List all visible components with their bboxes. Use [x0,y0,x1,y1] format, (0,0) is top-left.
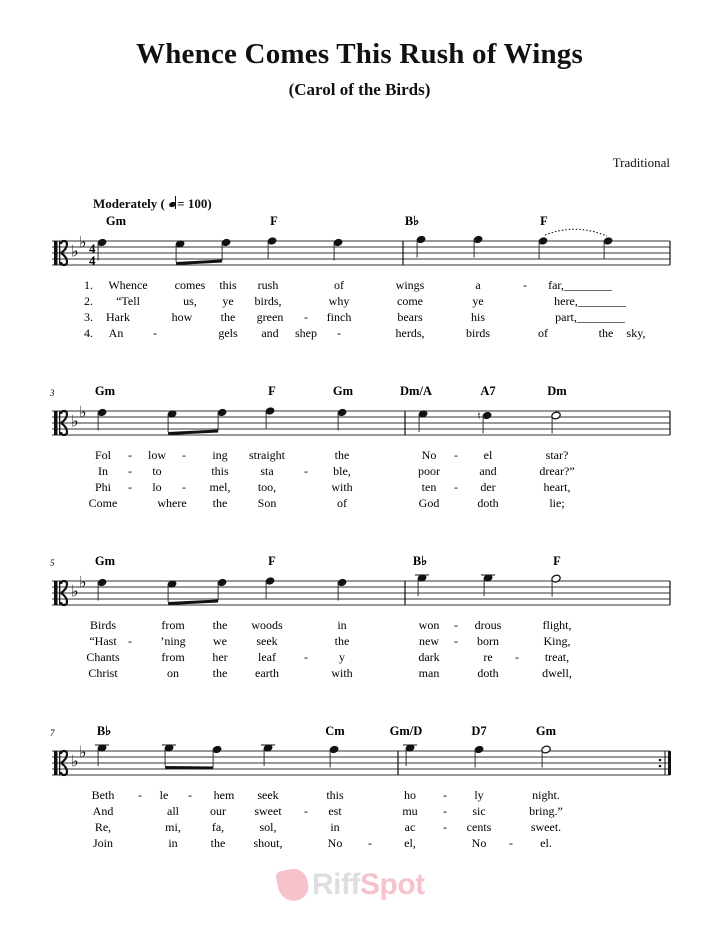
beam [168,430,218,436]
chord-symbol: Gm [94,554,116,568]
lyric-syllable: sta [260,464,274,478]
beam [168,600,218,606]
chord-symbol: Dm [547,384,567,398]
lyric-syllable: the [334,448,350,462]
lyric-syllable: mi, [165,820,181,834]
flat-icon: ♭ [79,572,87,592]
flat-icon: ♭ [71,751,79,771]
lyric-syllable: low [148,448,166,462]
chord-symbol: B♭ [412,554,428,568]
chord-symbol: D7 [471,724,487,738]
quarter-note-icon [333,238,343,260]
lyric-syllable: birds, [254,294,282,308]
lyric-syllable: the [212,618,228,632]
lyric-syllable: the [212,666,228,680]
lyric-hyphen: - [454,618,458,632]
lyric-syllable: of [337,496,347,510]
lyric-syllable: re [483,650,493,664]
flat-icon: ♭ [71,411,79,431]
lyric-syllable: hem [213,788,235,802]
lyric-syllable: this [211,464,229,478]
lyric-syllable: us, [183,294,197,308]
lyric-syllable: man [418,666,440,680]
lyric-syllable: come [397,294,423,308]
time-signature-bottom: 4 [89,253,96,268]
lyric-syllable: here,________ [554,294,626,308]
lyric-syllable: le [159,788,169,802]
lyric-syllable: mu [402,804,418,818]
lyric-syllable: green [256,310,284,324]
lyric-hyphen: - [128,448,132,462]
lyric-hyphen: - [304,804,308,818]
lyric-syllable: far,________ [548,278,612,292]
lyric-syllable: on [167,666,179,680]
lyric-hyphen: - [182,448,186,462]
lyric-syllable: ye [472,294,484,308]
measure-number: 7 [50,728,55,738]
lyric-syllable: seek [257,788,279,802]
lyric-hyphen: - [443,804,447,818]
lyric-hyphen: - [443,820,447,834]
lyric-hyphen: - [153,326,157,340]
lyric-hyphen: - [515,650,519,664]
lyric-syllable: flight, [542,618,572,632]
lyric-syllable: the [220,310,236,324]
chord-symbol: F [270,214,278,228]
lyric-hyphen: - [188,788,192,802]
lyric-syllable: wings [395,278,425,292]
lyric-syllable: all [167,804,179,818]
lyric-syllable: Beth [91,788,115,802]
lyric-syllable: straight [249,448,285,462]
lyric-syllable: y [339,650,345,664]
guitar-pick-icon [275,866,311,904]
lyric-syllable: new [419,634,439,648]
logo-spot: Spot [359,868,425,901]
lyric-syllable: from [161,618,185,632]
chord-symbol: F [268,554,276,568]
quarter-note-icon [477,410,492,434]
lyric-syllable: Son [257,496,277,510]
lyric-syllable: An [108,326,124,340]
tempo-text: Moderately [93,196,158,211]
lyric-syllable: sweet [254,804,282,818]
quarter-note-icon [473,235,483,257]
lyric-syllable: Fol [94,448,112,462]
lyric-syllable: ten [421,480,437,494]
lyric-hyphen: - [368,836,372,850]
lyric-syllable: est [328,804,342,818]
lyric-hyphen: - [454,448,458,462]
chord-symbol: Gm/D [389,724,423,738]
lyric-syllable: ho [404,788,416,802]
quarter-note-icon [267,237,277,259]
lyric-syllable: rush [257,278,279,292]
lyric-syllable: ble, [333,464,351,478]
final-bar-thick [668,751,671,775]
chord-symbol: Gm [94,384,116,398]
quarter-note-icon [265,577,275,599]
quarter-note-icon [217,578,227,600]
lyric-syllable: the [210,836,226,850]
chord-symbol: Gm [535,724,557,738]
lyric-syllable: earth [255,666,279,680]
lyric-syllable: In [98,464,108,478]
lyric-syllable: and [261,326,279,340]
lyric-hyphen: - [523,278,527,292]
staff-system [52,214,670,340]
lyric-hyphen: - [304,650,308,664]
lyric-syllable: cents [466,820,492,834]
lyric-syllable: 1. [84,278,93,292]
chord-symbol: B♭ [404,214,420,228]
staff-system [50,554,670,680]
lyric-syllable: fa, [211,820,225,834]
staff-system [50,724,671,850]
lyric-syllable: night. [532,788,560,802]
measure-number: 5 [50,558,55,568]
lyric-hyphen: - [138,788,142,802]
lyric-syllable: the [598,326,614,340]
flat-icon: ♭ [79,742,87,762]
key-signature-flats [71,233,87,261]
flat-icon: ♭ [71,241,79,261]
lyric-hyphen: - [182,480,186,494]
lyric-syllable: seek [256,634,278,648]
quarter-note-icon [337,408,347,430]
lyric-syllable: to [152,464,162,478]
lyric-syllable: with [331,666,353,680]
lyric-syllable: how [171,310,193,324]
lyric-syllable: 2. [84,294,93,308]
lyric-syllable: “Tell [116,294,140,308]
lyric-syllable: King, [543,634,571,648]
lyric-syllable: won [418,618,440,632]
quarter-note-icon [217,408,227,430]
song-subtitle: (Carol of the Birds) [288,80,431,99]
lyric-syllable: 3. [84,310,93,324]
lyric-syllable: drear?” [539,464,575,478]
lyric-syllable: dwell, [542,666,572,680]
lyric-syllable: Chants [86,650,120,664]
lyric-syllable: the [334,634,350,648]
lyric-syllable: bears [397,310,423,324]
quarter-note-icon [97,578,107,600]
lyric-syllable: a [475,278,481,292]
lyric-syllable: his [470,310,486,324]
lyric-syllable: and [479,464,497,478]
lyric-syllable: 4. [84,326,93,340]
lyric-hyphen: - [454,634,458,648]
lyric-syllable: ye [222,294,234,308]
lyric-syllable: bring.” [529,804,563,818]
lyric-syllable: poor [418,464,440,478]
chord-symbol: B♭ [96,724,112,738]
lyric-syllable: her [212,650,228,664]
composer-credit: Traditional [612,155,670,170]
key-signature-flats [71,573,87,601]
tempo-open: ( [160,196,165,211]
lyric-syllable: der [480,480,496,494]
lyric-syllable: part,________ [555,310,625,324]
quarter-note-icon [265,407,275,429]
lyric-syllable: mel, [209,480,231,494]
lyric-syllable: born [477,634,499,648]
lyric-syllable: too, [257,480,277,494]
lyric-syllable: ’ning [160,634,186,648]
lyric-syllable: shout, [253,836,283,850]
lyric-syllable: of [334,278,344,292]
lyric-syllable: ac [404,820,416,834]
lyric-syllable: “Hast [89,634,117,648]
lyric-syllable: why [328,294,350,308]
lyric-hyphen: - [128,464,132,478]
lyric-syllable: doth [477,496,499,510]
lyric-syllable: No [421,448,437,462]
lyric-hyphen: - [304,310,308,324]
staff-system [49,384,670,510]
lyric-syllable: gels [218,326,238,340]
lyric-syllable: birds [466,326,490,340]
chord-symbol: Cm [325,724,345,738]
lyric-syllable: heart, [543,480,571,494]
lyric-syllable: the [212,496,228,510]
lyric-syllable: Christ [88,666,118,680]
lyric-syllable: sky, [626,326,646,340]
key-signature-flats [71,743,87,771]
half-note-icon [541,745,551,767]
lyric-syllable: finch [326,310,352,324]
lyric-syllable: from [161,650,185,664]
lyric-hyphen: - [337,326,341,340]
repeat-dot [659,759,662,762]
lyric-syllable: drous [474,618,502,632]
lyric-syllable: of [538,326,548,340]
lyric-syllable: Come [88,496,118,510]
lyric-syllable: sic [472,804,486,818]
quarter-note-icon [221,238,231,260]
logo-riff: Riff [312,868,360,901]
riffspot-logo [278,868,425,902]
lyric-syllable: doth [477,666,499,680]
lyric-syllable: Re, [94,820,112,834]
flat-icon: ♭ [71,581,79,601]
lyric-hyphen: - [128,634,132,648]
song-title: Whence Comes This Rush of Wings [136,38,583,70]
lyric-syllable: Join [92,836,114,850]
time-signature-top: 4 [89,241,96,256]
lyric-syllable: we [213,634,227,648]
key-signature-flats [71,403,87,431]
chord-symbol: F [268,384,276,398]
tempo-value: = 100) [177,196,212,211]
lyric-syllable: el [483,448,493,462]
lyric-hyphen: - [443,788,447,802]
lyric-syllable: Whence [108,278,148,292]
chord-symbol: Gm [105,214,127,228]
quarter-note-icon [97,238,107,260]
beam [176,260,222,266]
chord-symbol: Dm/A [400,384,432,398]
lyric-syllable: where [157,496,187,510]
quarter-note-icon [329,745,339,767]
lyric-syllable: ing [212,448,228,462]
lyric-syllable: ly [474,788,484,802]
lyric-syllable: Hark [106,310,130,324]
lyric-syllable: And [92,804,114,818]
flat-icon: ♭ [79,232,87,252]
lyric-syllable: Phi [94,480,112,494]
lyric-syllable: shep [295,326,317,340]
lyric-hyphen: - [454,480,458,494]
chord-symbol: F [553,554,561,568]
lyric-syllable: in [168,836,178,850]
lyric-syllable: our [210,804,226,818]
lyric-syllable: treat, [544,650,570,664]
lyric-syllable: No [327,836,343,850]
half-note-icon [551,411,561,433]
lyric-syllable: this [326,788,344,802]
lyric-syllable: Birds [89,618,117,632]
quarter-note-icon [337,578,347,600]
lyric-syllable: lie; [549,496,565,510]
natural-icon: ♮ [477,409,481,423]
lyric-syllable: herds, [395,326,425,340]
lyric-syllable: el, [404,836,416,850]
chord-symbol: Gm [332,384,354,398]
chord-symbol: F [540,214,548,228]
lyric-syllable: No [471,836,487,850]
flat-icon: ♭ [79,402,87,422]
quarter-note-icon [416,235,426,257]
lyric-syllable: star? [545,448,569,462]
quarter-note-icon [212,745,222,767]
lyric-syllable: el. [540,836,552,850]
lyric-syllable: God [418,496,440,510]
lyric-syllable: in [330,820,340,834]
lyric-hyphen: - [304,464,308,478]
beam [165,766,213,770]
lyric-syllable: lo [152,480,162,494]
dotted-slur [545,229,607,236]
lyric-syllable: this [219,278,237,292]
lyric-hyphen: - [509,836,513,850]
lyric-hyphen: - [128,480,132,494]
chord-symbol: A7 [480,384,496,398]
lyric-syllable: woods [251,618,283,632]
quarter-note-icon [538,237,548,259]
quarter-note-icon [474,745,484,767]
quarter-note-icon [97,408,107,430]
lyric-syllable: dark [418,650,440,664]
lyric-syllable: comes [174,278,206,292]
lyric-syllable: leaf [258,650,276,664]
quarter-note-icon [603,237,613,259]
repeat-dot [659,765,662,768]
lyric-syllable: with [331,480,353,494]
lyric-syllable: sol, [259,820,277,834]
lyric-syllable: in [337,618,347,632]
measure-number: 3 [50,388,55,398]
lyric-syllable: sweet. [530,820,562,834]
